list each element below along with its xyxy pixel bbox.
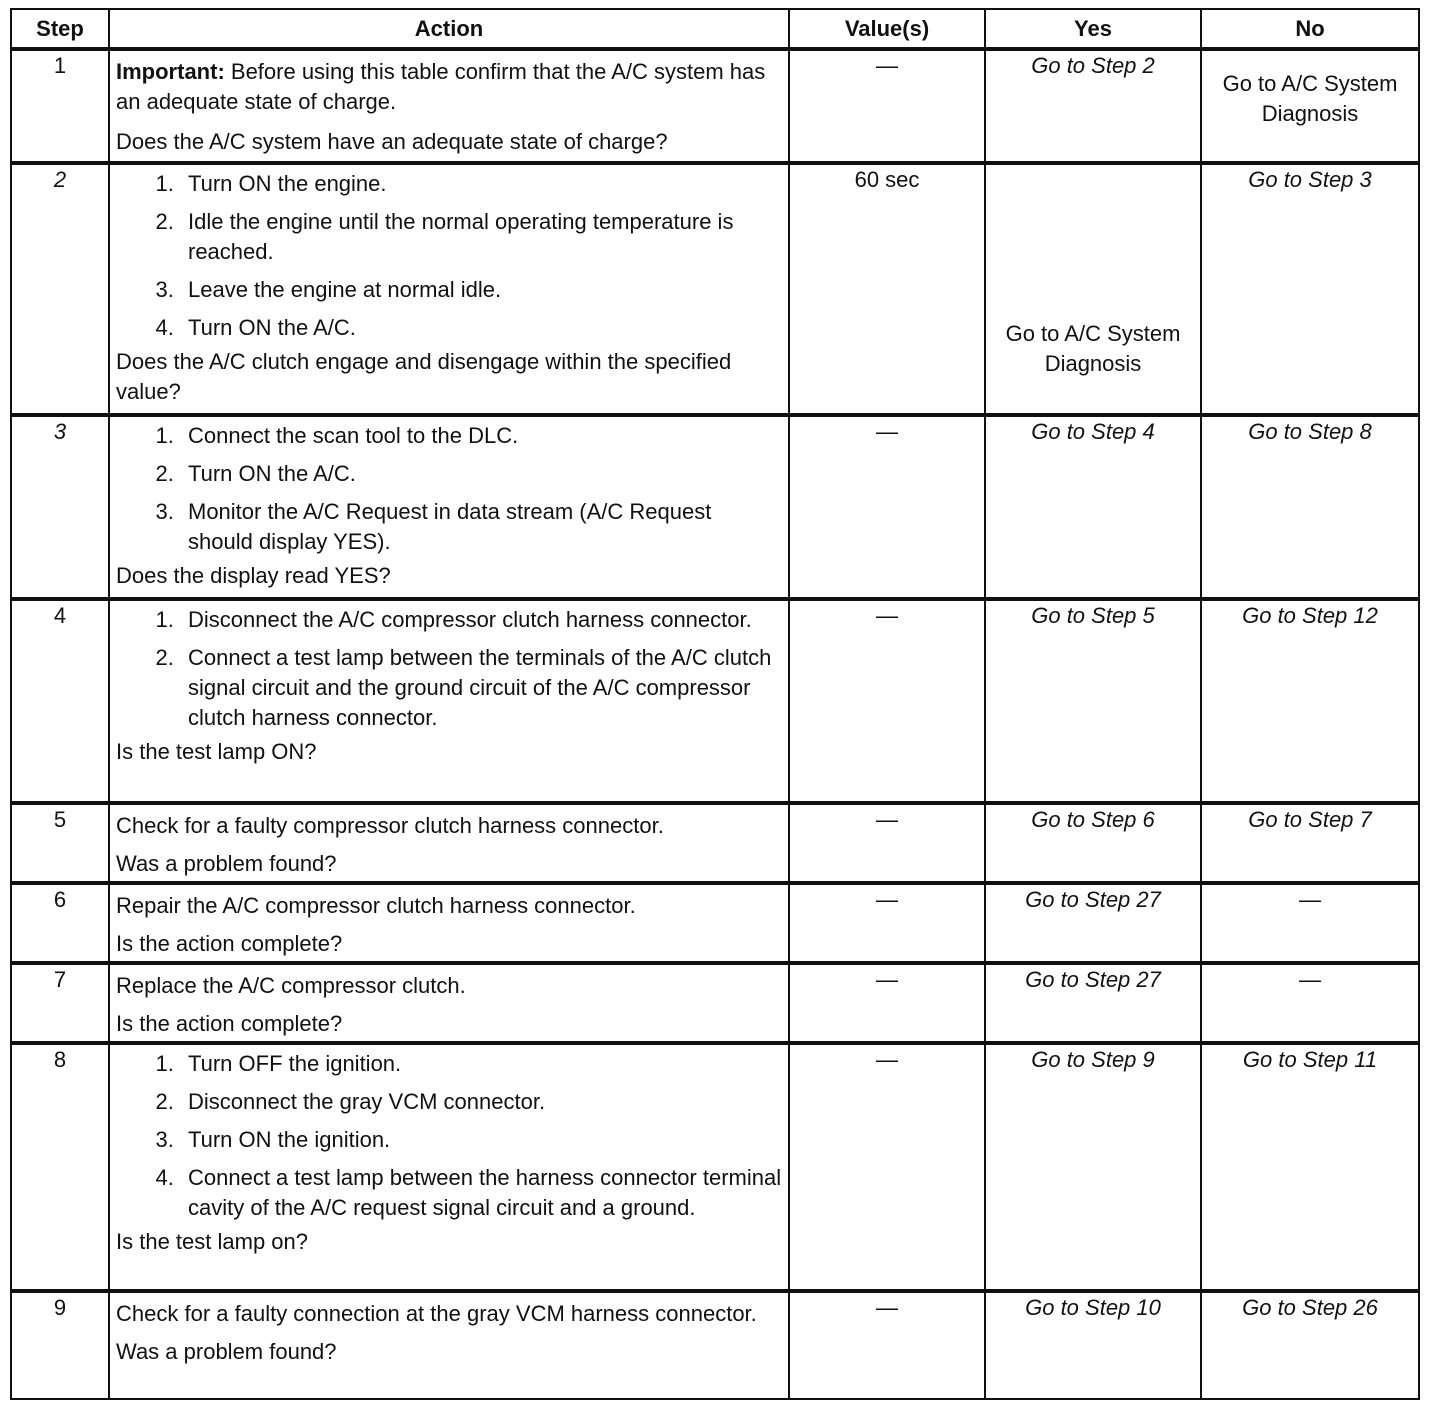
value-cell: — bbox=[789, 883, 985, 963]
question: Is the action complete? bbox=[116, 1011, 343, 1036]
important-text: Before using this table confirm that the A/C system has an adequate state of charge. bbox=[116, 59, 766, 114]
table-row bbox=[11, 49, 1419, 163]
step-number: 6 bbox=[11, 883, 109, 963]
list-item: 3. Monitor the A/C Request in data stream (A/C Request should display YES). bbox=[180, 497, 782, 557]
table-row bbox=[11, 883, 1419, 963]
table-row bbox=[11, 963, 1419, 1043]
no-cell: Go to A/C System Diagnosis bbox=[1201, 49, 1419, 163]
value-cell: — bbox=[789, 599, 985, 803]
no-cell: Go to Step 8 bbox=[1201, 415, 1419, 599]
yes-cell: Go to Step 27 bbox=[985, 883, 1201, 963]
header-row bbox=[11, 9, 1419, 49]
table-row bbox=[11, 599, 1419, 803]
no-cell: Go to Step 12 bbox=[1201, 599, 1419, 803]
value-cell: — bbox=[789, 963, 985, 1043]
table-row bbox=[11, 1291, 1419, 1399]
step-list bbox=[116, 1049, 782, 1223]
value-cell: — bbox=[789, 1043, 985, 1291]
step-number: 3 bbox=[11, 415, 109, 599]
step-list bbox=[116, 605, 782, 733]
action-cell bbox=[109, 599, 789, 803]
list-item: 1. Connect the scan tool to the DLC. bbox=[180, 421, 782, 451]
yes-cell: Go to Step 10 bbox=[985, 1291, 1201, 1399]
value-cell: — bbox=[789, 415, 985, 599]
list-item: 3. Leave the engine at normal idle. bbox=[180, 275, 782, 305]
no-cell: Go to Step 11 bbox=[1201, 1043, 1419, 1291]
step-list bbox=[116, 169, 782, 343]
step-number: 4 bbox=[11, 599, 109, 803]
value-cell: 60 sec bbox=[789, 163, 985, 415]
action-text: Replace the A/C compressor clutch. bbox=[116, 973, 466, 998]
table-row bbox=[11, 163, 1419, 415]
question: Was a problem found? bbox=[116, 1339, 337, 1364]
action-cell bbox=[109, 963, 789, 1043]
list-item: 4. Turn ON the A/C. bbox=[180, 313, 782, 343]
question: Is the action complete? bbox=[116, 931, 343, 956]
yes-cell: Go to Step 5 bbox=[985, 599, 1201, 803]
value-cell: — bbox=[789, 1291, 985, 1399]
header-values: Value(s) bbox=[789, 9, 985, 49]
no-cell: Go to Step 26 bbox=[1201, 1291, 1419, 1399]
step-number: 5 bbox=[11, 803, 109, 883]
list-item: 4. Connect a test lamp between the harness connector terminal cavity of the A/C request signal circuit and a ground. bbox=[180, 1163, 782, 1223]
action-cell bbox=[109, 49, 789, 163]
action-text: Check for a faulty connection at the gray VCM harness connector. bbox=[116, 1301, 757, 1326]
list-item: 1. Disconnect the A/C compressor clutch harness connector. bbox=[180, 605, 782, 635]
question: Is the test lamp ON? bbox=[116, 739, 317, 764]
table-row bbox=[11, 1043, 1419, 1291]
step-list bbox=[116, 421, 782, 557]
table-row bbox=[11, 803, 1419, 883]
list-item: 1. Turn OFF the ignition. bbox=[180, 1049, 782, 1079]
header-action: Action bbox=[109, 9, 789, 49]
list-item: 1. Turn ON the engine. bbox=[180, 169, 782, 199]
action-cell bbox=[109, 803, 789, 883]
action-cell bbox=[109, 1291, 789, 1399]
action-cell bbox=[109, 415, 789, 599]
question: Does the display read YES? bbox=[116, 563, 391, 588]
no-cell: Go to Step 3 bbox=[1201, 163, 1419, 415]
question: Was a problem found? bbox=[116, 851, 337, 876]
header-yes: Yes bbox=[985, 9, 1201, 49]
action-text: Check for a faulty compressor clutch harness connector. bbox=[116, 813, 664, 838]
list-item: 2. Disconnect the gray VCM connector. bbox=[180, 1087, 782, 1117]
header-no: No bbox=[1201, 9, 1419, 49]
step-number: 1 bbox=[11, 49, 109, 163]
table-row bbox=[11, 415, 1419, 599]
yes-cell: Go to Step 27 bbox=[985, 963, 1201, 1043]
step-number: 7 bbox=[11, 963, 109, 1043]
yes-cell: Go to Step 6 bbox=[985, 803, 1201, 883]
question: Is the test lamp on? bbox=[116, 1229, 308, 1254]
value-cell: — bbox=[789, 49, 985, 163]
no-cell: Go to Step 7 bbox=[1201, 803, 1419, 883]
diagnostic-table bbox=[10, 8, 1420, 1400]
step-number: 2 bbox=[11, 163, 109, 415]
list-item: 2. Turn ON the A/C. bbox=[180, 459, 782, 489]
list-item: 2. Idle the engine until the normal operating temperature is reached. bbox=[180, 207, 782, 267]
header-step: Step bbox=[11, 9, 109, 49]
yes-cell: Go to Step 2 bbox=[985, 49, 1201, 163]
list-item: 3. Turn ON the ignition. bbox=[180, 1125, 782, 1155]
list-item: 2. Connect a test lamp between the terminals of the A/C clutch signal circuit and the ground circuit of the A/C compressor clutch harness connector. bbox=[180, 643, 782, 733]
yes-cell: Go to Step 9 bbox=[985, 1043, 1201, 1291]
action-cell bbox=[109, 883, 789, 963]
important-label: Important: bbox=[116, 59, 225, 84]
step-number: 9 bbox=[11, 1291, 109, 1399]
action-text: Repair the A/C compressor clutch harness connector. bbox=[116, 893, 636, 918]
action-cell bbox=[109, 163, 789, 415]
action-cell bbox=[109, 1043, 789, 1291]
step-number: 8 bbox=[11, 1043, 109, 1291]
no-cell: — bbox=[1201, 963, 1419, 1043]
yes-cell: Go to Step 4 bbox=[985, 415, 1201, 599]
question: Does the A/C clutch engage and disengage within the specified value? bbox=[116, 349, 732, 404]
no-cell: — bbox=[1201, 883, 1419, 963]
yes-cell: Go to A/C System Diagnosis bbox=[985, 163, 1201, 415]
important-note bbox=[116, 57, 782, 117]
value-cell: — bbox=[789, 803, 985, 883]
question: Does the A/C system have an adequate state of charge? bbox=[116, 129, 668, 154]
